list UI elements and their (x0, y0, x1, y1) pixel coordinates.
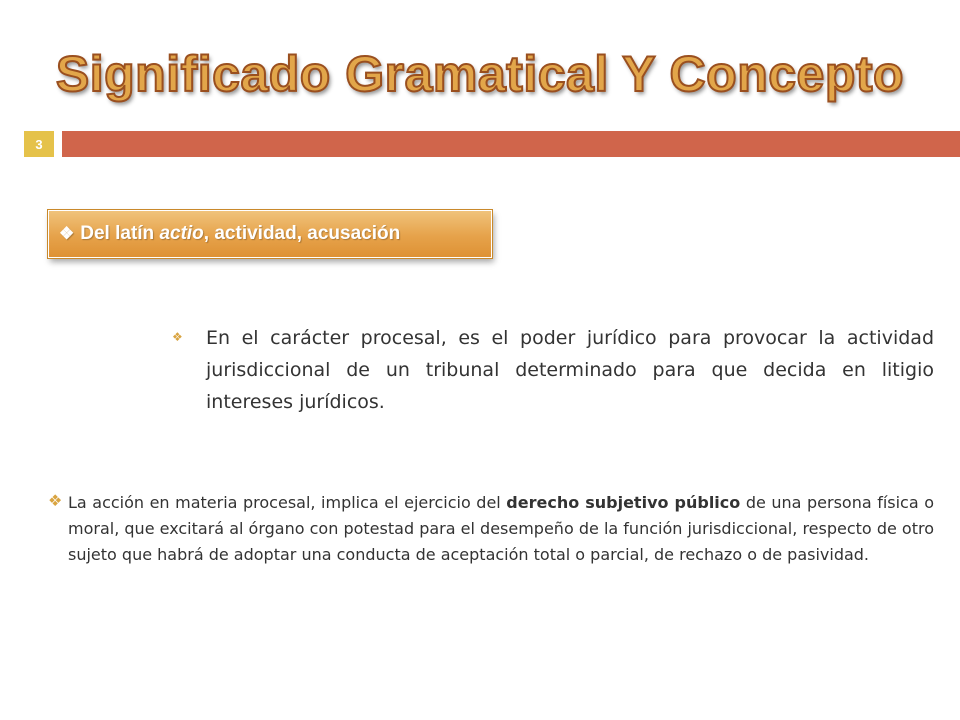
header-accent-bar (62, 131, 960, 157)
action-definition-text (68, 490, 934, 568)
slide-title: Significado Gramatical Y Concepto (55, 46, 905, 102)
diamond-bullet-icon: ❖ (48, 491, 63, 510)
banner-prefix: Del latín (80, 223, 160, 244)
action-definition-bold: derecho subjetivo público (506, 493, 741, 512)
action-definition-before: La acción en materia procesal, implica el ejercicio del (68, 493, 507, 512)
banner-italic-term: actio (159, 223, 204, 244)
procedural-definition-item (172, 322, 934, 418)
diamond-bullet-icon: ❖ (172, 330, 183, 344)
banner-suffix: , actividad, acusación (203, 223, 401, 244)
diamond-bullet-icon: ❖ (59, 224, 75, 243)
action-definition-after: de una persona física o moral, que excitará al órgano con potestad para el desempeño de la función jurisdiccional, respecto de otro sujeto que habrá de adoptar una conducta de aceptación total o parcial, de rechazo o de pasividad. (68, 493, 934, 564)
procedural-definition-text: En el carácter procesal, es el poder jurídico para provocar la actividad jurisdiccional de un tribunal determinado para que decida en litigio intereses jurídicos. (206, 327, 934, 413)
slide-number: 3 (24, 131, 54, 157)
definition-banner (48, 210, 492, 258)
action-definition-item (48, 490, 934, 568)
